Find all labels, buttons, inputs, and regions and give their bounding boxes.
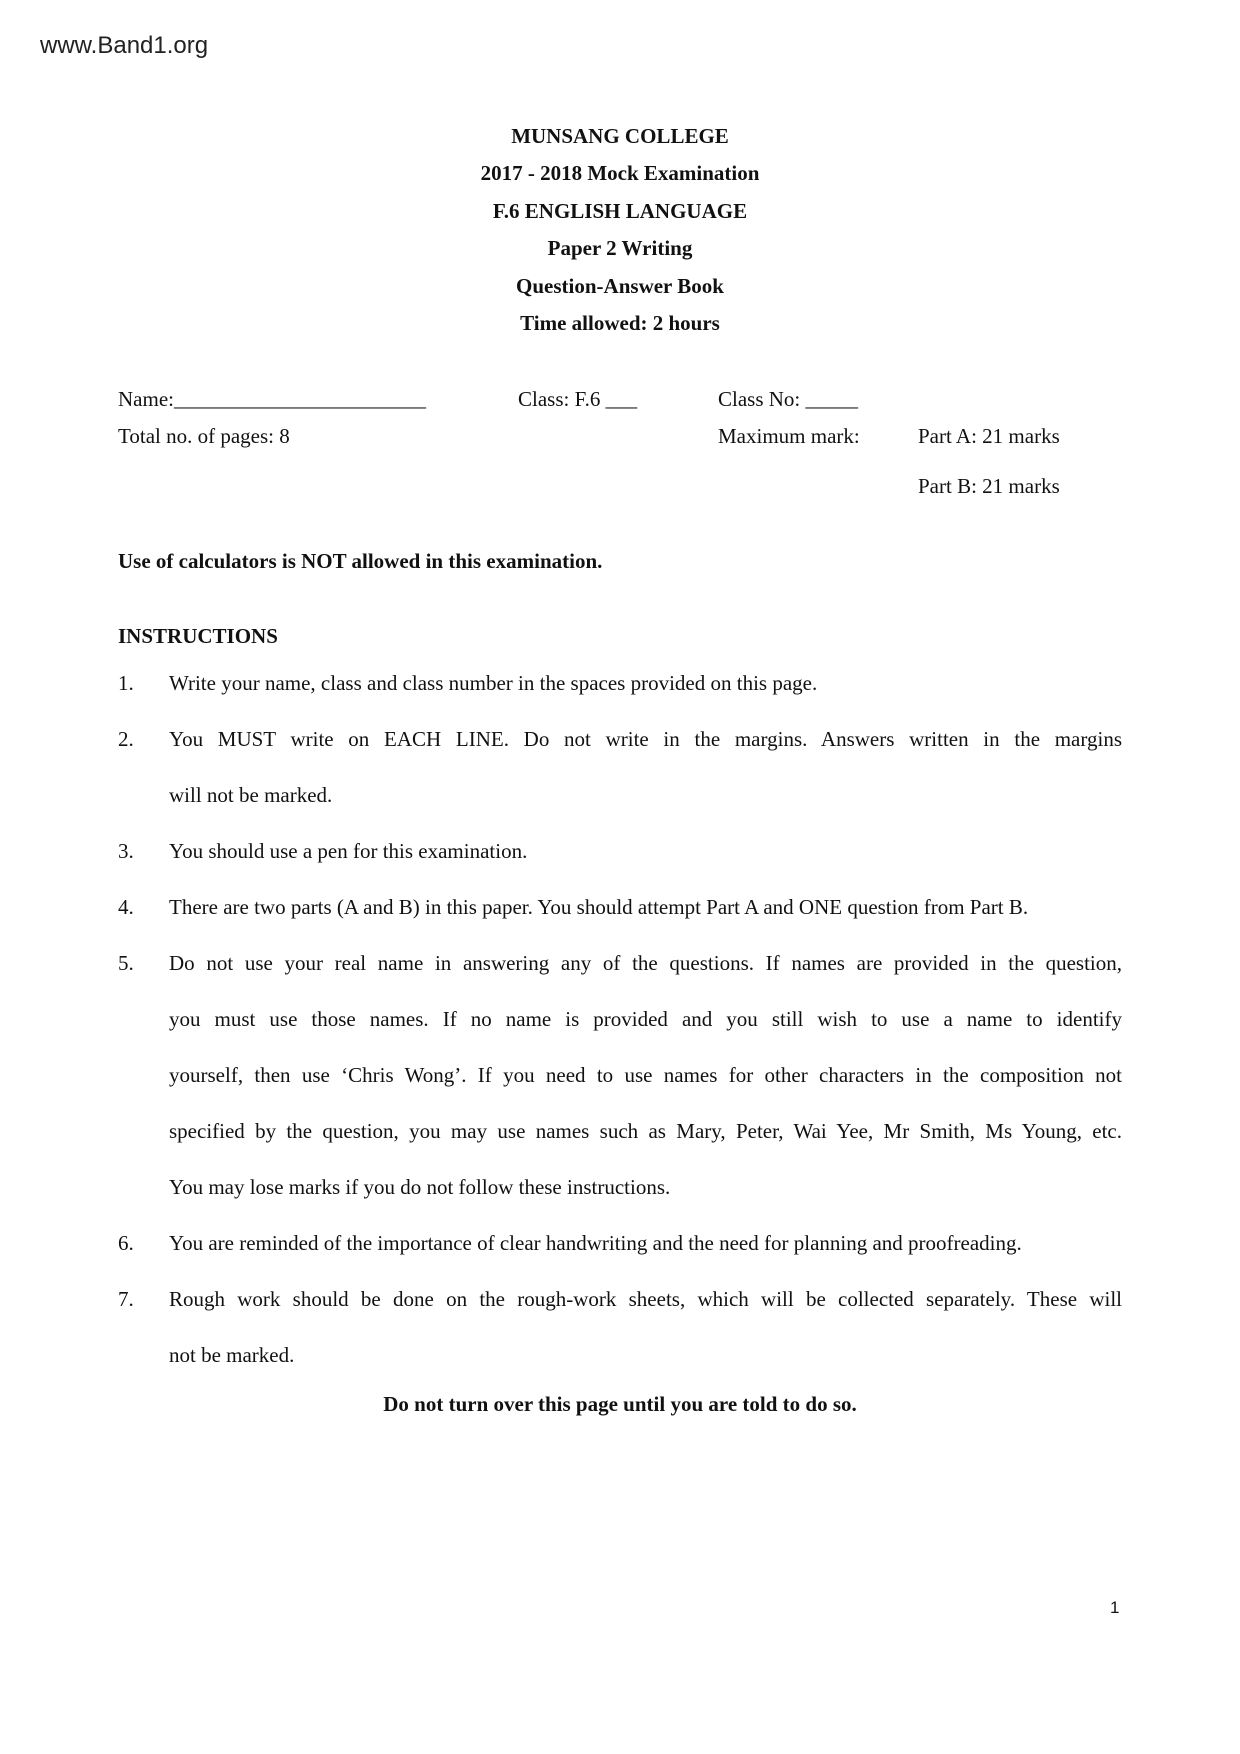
instruction-text: Write your name, class and class number in the spaces provided on this page.: [169, 671, 818, 695]
instruction-number: 2.: [118, 727, 134, 751]
instruction-text: Rough work should be done on the rough-work sheets, which will be collected separately. These will: [169, 1287, 1122, 1311]
instruction-text: will not be marked.: [169, 783, 333, 807]
instruction-number: 1.: [118, 671, 134, 695]
watermark: www.Band1.org: [40, 32, 209, 59]
book-title: Question-Answer Book: [516, 274, 724, 298]
instructions-heading: INSTRUCTIONS: [118, 624, 278, 648]
school-name: MUNSANG COLLEGE: [511, 124, 729, 148]
instruction-text: You should use a pen for this examination.: [169, 839, 528, 863]
maximum-mark-label: Maximum mark:: [718, 424, 860, 448]
instruction-text: not be marked.: [169, 1343, 295, 1367]
class-field[interactable]: Class: F.6 ___: [518, 387, 638, 411]
instruction-text: Do not use your real name in answering any of the questions. If names are provided in the question,: [169, 951, 1122, 975]
subject-title: F.6 ENGLISH LANGUAGE: [492, 199, 748, 223]
class-no-field[interactable]: Class No: _____: [718, 387, 859, 411]
total-pages: Total no. of pages: 8: [118, 424, 290, 448]
time-allowed: Time allowed: 2 hours: [520, 311, 720, 335]
instruction-text: There are two parts (A and B) in this paper. You should attempt Part A and ONE question from Part B.: [169, 895, 1029, 919]
page-number: 1: [1110, 1598, 1120, 1617]
instruction-number: 3.: [118, 839, 134, 863]
part-a-marks: Part A: 21 marks: [918, 424, 1060, 448]
instruction-text: specified by the question, you may use names such as Mary, Peter, Wai Yee, Mr Smith, Ms Young, etc.: [169, 1119, 1122, 1143]
footer-notice: Do not turn over this page until you are told to do so.: [383, 1392, 857, 1416]
part-b-marks: Part B: 21 marks: [918, 474, 1060, 498]
instruction-number: 6.: [118, 1231, 134, 1255]
instruction-number: 5.: [118, 951, 134, 975]
instruction-text: yourself, then use ‘Chris Wong’. If you need to use names for other characters in the composition not: [169, 1063, 1122, 1087]
paper-title: Paper 2 Writing: [547, 236, 693, 260]
calculator-notice: Use of calculators is NOT allowed in this examination.: [118, 549, 603, 573]
instruction-text: You may lose marks if you do not follow these instructions.: [169, 1175, 671, 1199]
instruction-text: you must use those names. If no name is provided and you still wish to use a name to identify: [169, 1007, 1122, 1031]
instruction-number: 7.: [118, 1287, 134, 1311]
instruction-text: You are reminded of the importance of clear handwriting and the need for planning and proofreading.: [169, 1231, 1022, 1255]
exam-title: 2017 - 2018 Mock Examination: [480, 161, 760, 185]
instruction-number: 4.: [118, 895, 134, 919]
name-field[interactable]: Name:________________________: [118, 387, 426, 411]
instruction-text: You MUST write on EACH LINE. Do not write in the margins. Answers written in the margins: [169, 727, 1122, 751]
